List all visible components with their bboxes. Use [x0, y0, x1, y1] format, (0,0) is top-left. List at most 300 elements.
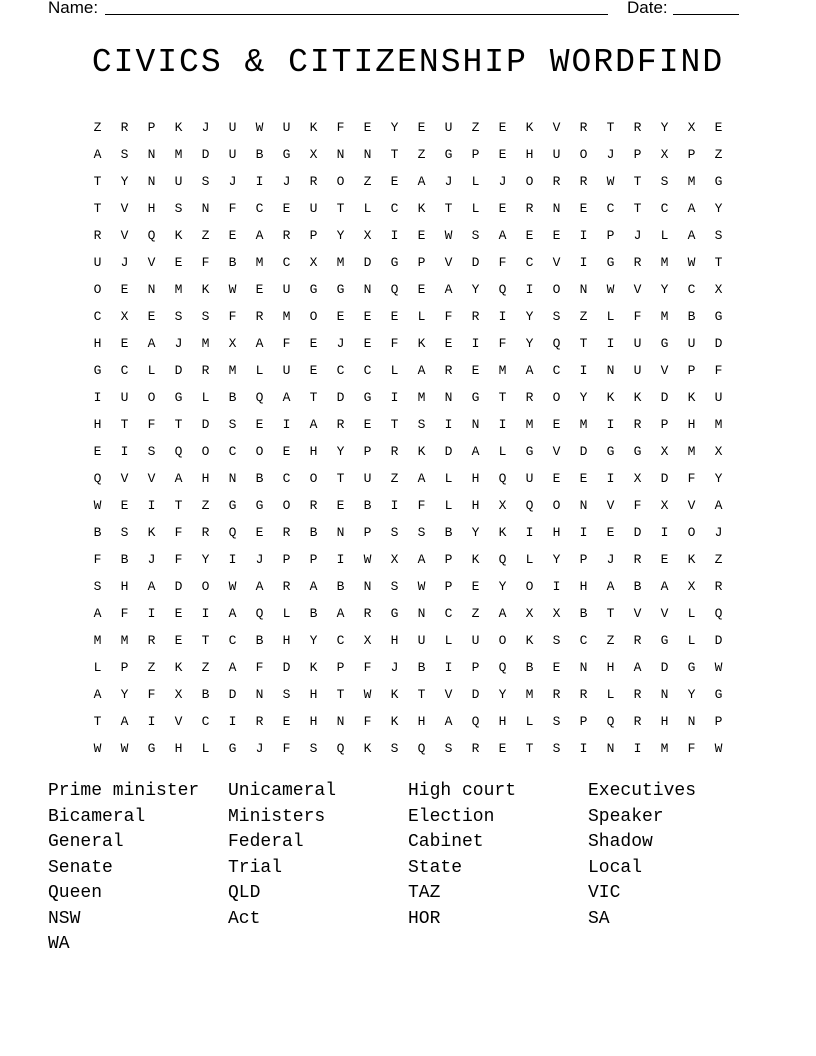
grid-letter: A	[606, 579, 615, 594]
grid-letter: C	[444, 606, 453, 621]
grid-letter: G	[525, 444, 534, 459]
grid-letter: D	[228, 687, 237, 702]
grid-letter: P	[633, 147, 642, 162]
grid-letter: B	[201, 687, 210, 702]
grid-letter: C	[552, 363, 561, 378]
grid-letter: T	[174, 498, 183, 513]
grid-letter: Y	[498, 687, 507, 702]
grid-letter: T	[633, 174, 642, 189]
grid-letter: E	[498, 147, 507, 162]
grid-letter: H	[525, 147, 534, 162]
grid-letter: W	[228, 282, 237, 297]
grid-letter: I	[201, 606, 210, 621]
grid-letter: Q	[498, 282, 507, 297]
grid-letter: G	[363, 390, 372, 405]
grid-letter: I	[633, 741, 642, 756]
grid-letter: N	[147, 174, 156, 189]
grid-letter: I	[147, 714, 156, 729]
grid-letter: P	[363, 444, 372, 459]
grid-letter: P	[714, 714, 723, 729]
grid-letter: D	[660, 660, 669, 675]
grid-letter: F	[390, 336, 399, 351]
grid-letter: E	[471, 363, 480, 378]
grid-letter: N	[147, 282, 156, 297]
grid-letter: D	[174, 363, 183, 378]
grid-letter: R	[471, 741, 480, 756]
grid-letter: M	[417, 390, 426, 405]
grid-letter: D	[471, 687, 480, 702]
grid-letter: N	[417, 606, 426, 621]
grid-letter: L	[471, 201, 480, 216]
grid-letter: I	[579, 255, 588, 270]
grid-letter: R	[579, 687, 588, 702]
grid-letter: A	[417, 363, 426, 378]
grid-letter: I	[228, 552, 237, 567]
grid-letter: C	[363, 363, 372, 378]
grid-letter: T	[606, 606, 615, 621]
grid-letter: E	[579, 201, 588, 216]
grid-letter: T	[93, 714, 102, 729]
name-label: Name:	[48, 0, 99, 17]
grid-letter: X	[660, 147, 669, 162]
grid-letter: I	[579, 741, 588, 756]
grid-letter: R	[552, 174, 561, 189]
grid-letter: G	[390, 606, 399, 621]
grid-letter: O	[687, 525, 696, 540]
grid-letter: S	[390, 525, 399, 540]
grid-letter: E	[120, 336, 129, 351]
grid-letter: C	[336, 363, 345, 378]
grid-letter: R	[579, 174, 588, 189]
word-list-item: Unicameral	[228, 781, 337, 801]
grid-letter: L	[444, 471, 453, 486]
grid-letter: O	[309, 471, 318, 486]
word-list-item: Executives	[588, 781, 697, 801]
grid-letter: X	[714, 282, 723, 297]
grid-letter: F	[147, 417, 156, 432]
word-list-item: SA	[588, 908, 610, 929]
grid-letter: E	[417, 120, 426, 135]
grid-letter: T	[444, 201, 453, 216]
grid-letter: E	[93, 444, 102, 459]
date-blank-line	[673, 14, 739, 15]
grid-letter: W	[606, 174, 615, 189]
grid-letter: K	[471, 552, 480, 567]
grid-letter: D	[714, 633, 723, 648]
grid-letter: F	[498, 255, 507, 270]
grid-letter: P	[471, 660, 480, 675]
grid-letter: R	[336, 417, 345, 432]
grid-letter: O	[552, 390, 561, 405]
grid-letter: B	[120, 552, 129, 567]
grid-letter: Z	[417, 147, 426, 162]
grid-letter: L	[444, 633, 453, 648]
grid-letter: Z	[93, 120, 102, 135]
grid-letter: H	[282, 633, 291, 648]
grid-letter: E	[552, 417, 561, 432]
grid-letter: G	[336, 282, 345, 297]
grid-letter: F	[363, 660, 372, 675]
grid-letter: H	[660, 714, 669, 729]
grid-letter: K	[417, 336, 426, 351]
grid-letter: K	[390, 714, 399, 729]
grid-letter: G	[687, 660, 696, 675]
grid-letter: N	[228, 471, 237, 486]
grid-letter: R	[633, 552, 642, 567]
grid-letter: B	[93, 525, 102, 540]
grid-letter: B	[228, 390, 237, 405]
grid-letter: V	[633, 606, 642, 621]
grid-letter: E	[660, 552, 669, 567]
grid-letter: K	[417, 444, 426, 459]
grid-letter: I	[552, 579, 561, 594]
grid-letter: A	[714, 498, 723, 513]
grid-letter: L	[687, 633, 696, 648]
grid-letter: X	[120, 309, 129, 324]
grid-letter: G	[228, 498, 237, 513]
grid-letter: B	[228, 255, 237, 270]
word-list-item: Prime minister	[48, 781, 200, 801]
grid-letter: A	[309, 579, 318, 594]
grid-letter: J	[282, 174, 291, 189]
grid-letter: S	[390, 741, 399, 756]
grid-letter: S	[552, 633, 561, 648]
grid-letter: B	[633, 579, 642, 594]
grid-letter: G	[633, 444, 642, 459]
grid-letter: H	[390, 633, 399, 648]
grid-letter: A	[633, 660, 642, 675]
grid-letter: N	[444, 390, 453, 405]
grid-letter: L	[498, 444, 507, 459]
grid-letter: W	[714, 660, 723, 675]
grid-letter: V	[552, 120, 561, 135]
grid-letter: L	[363, 201, 372, 216]
grid-letter: K	[525, 633, 534, 648]
grid-letter: I	[579, 525, 588, 540]
grid-letter: Q	[417, 741, 426, 756]
grid-letter: Y	[120, 687, 129, 702]
grid-letter: H	[174, 741, 183, 756]
grid-letter: S	[417, 525, 426, 540]
grid-letter: O	[201, 579, 210, 594]
grid-letter: D	[174, 579, 183, 594]
grid-letter: X	[228, 336, 237, 351]
grid-letter: I	[390, 390, 399, 405]
grid-letter: W	[363, 687, 372, 702]
grid-letter: Y	[579, 390, 588, 405]
grid-letter: V	[606, 498, 615, 513]
grid-letter: I	[606, 336, 615, 351]
grid-letter: K	[498, 525, 507, 540]
grid-letter: Q	[255, 606, 264, 621]
grid-letter: A	[228, 660, 237, 675]
grid-letter: O	[147, 390, 156, 405]
word-list-item: NSW	[48, 908, 81, 929]
grid-letter: X	[660, 444, 669, 459]
grid-letter: S	[660, 174, 669, 189]
grid-letter: S	[471, 228, 480, 243]
word-list-item: VIC	[588, 883, 621, 903]
word-list-item: Speaker	[588, 806, 664, 827]
grid-letter: E	[444, 336, 453, 351]
grid-letter: R	[363, 606, 372, 621]
grid-letter: O	[93, 282, 102, 297]
grid-letter: D	[444, 444, 453, 459]
grid-letter: A	[147, 579, 156, 594]
grid-letter: Y	[660, 120, 669, 135]
grid-letter: T	[201, 633, 210, 648]
grid-letter: E	[255, 525, 264, 540]
grid-letter: X	[660, 498, 669, 513]
grid-letter: T	[336, 471, 345, 486]
grid-letter: F	[714, 363, 723, 378]
grid-letter: D	[471, 255, 480, 270]
grid-letter: P	[309, 228, 318, 243]
grid-letter: G	[93, 363, 102, 378]
grid-letter: U	[309, 201, 318, 216]
grid-letter: U	[444, 120, 453, 135]
grid-letter: J	[606, 552, 615, 567]
grid-letter: N	[147, 147, 156, 162]
grid-letter: D	[714, 336, 723, 351]
grid-letter: G	[255, 498, 264, 513]
grid-letter: Z	[579, 309, 588, 324]
grid-letter: P	[606, 228, 615, 243]
grid-letter: G	[660, 336, 669, 351]
name-blank-line	[105, 14, 608, 15]
grid-letter: P	[282, 552, 291, 567]
grid-letter: Q	[174, 444, 183, 459]
grid-letter: I	[579, 363, 588, 378]
grid-letter: T	[525, 741, 534, 756]
grid-letter: D	[201, 147, 210, 162]
grid-letter: J	[498, 174, 507, 189]
grid-letter: H	[579, 579, 588, 594]
grid-letter: C	[606, 201, 615, 216]
grid-letter: I	[147, 606, 156, 621]
grid-letter: H	[309, 444, 318, 459]
grid-letter: D	[201, 417, 210, 432]
grid-letter: R	[255, 309, 264, 324]
grid-letter: M	[174, 282, 183, 297]
grid-letter: M	[579, 417, 588, 432]
grid-letter: Q	[471, 714, 480, 729]
word-list-item: Shadow	[588, 832, 653, 852]
grid-letter: P	[444, 579, 453, 594]
grid-letter: C	[93, 309, 102, 324]
grid-letter: E	[525, 228, 534, 243]
grid-letter: R	[282, 228, 291, 243]
grid-letter: F	[228, 309, 237, 324]
grid-letter: Z	[201, 228, 210, 243]
grid-letter: L	[660, 228, 669, 243]
grid-letter: Y	[471, 525, 480, 540]
grid-letter: E	[390, 174, 399, 189]
grid-letter: Y	[687, 687, 696, 702]
grid-letter: X	[687, 120, 696, 135]
grid-letter: N	[579, 660, 588, 675]
grid-letter: C	[120, 363, 129, 378]
grid-letter: T	[579, 336, 588, 351]
grid-letter: B	[525, 660, 534, 675]
grid-letter: P	[660, 417, 669, 432]
grid-letter: E	[255, 417, 264, 432]
page-title: CIVICS & CITIZENSHIP WORDFIND	[91, 44, 725, 81]
grid-letter: F	[498, 336, 507, 351]
grid-letter: I	[579, 228, 588, 243]
grid-letter: O	[309, 309, 318, 324]
grid-letter: J	[174, 336, 183, 351]
word-list-item: Ministers	[228, 806, 326, 827]
word-list-item: Election	[408, 806, 495, 827]
grid-letter: Q	[498, 660, 507, 675]
grid-letter: D	[579, 444, 588, 459]
grid-letter: U	[174, 174, 183, 189]
grid-letter: E	[363, 309, 372, 324]
grid-letter: L	[201, 390, 210, 405]
word-list-item: Cabinet	[408, 832, 484, 852]
grid-letter: I	[228, 714, 237, 729]
grid-letter: G	[282, 147, 291, 162]
grid-letter: F	[687, 741, 696, 756]
grid-letter: G	[606, 444, 615, 459]
word-list-item: General	[48, 832, 124, 852]
grid-letter: M	[525, 417, 534, 432]
grid-letter: Z	[606, 633, 615, 648]
grid-letter: F	[336, 120, 345, 135]
grid-letter: J	[633, 228, 642, 243]
grid-letter: V	[120, 471, 129, 486]
grid-letter: X	[390, 552, 399, 567]
grid-letter: V	[633, 282, 642, 297]
grid-letter: U	[633, 363, 642, 378]
grid-letter: H	[309, 714, 318, 729]
grid-letter: E	[282, 444, 291, 459]
grid-letter: I	[498, 309, 507, 324]
grid-letter: U	[525, 471, 534, 486]
grid-letter: Y	[309, 633, 318, 648]
grid-letter: Y	[471, 282, 480, 297]
grid-letter: K	[633, 390, 642, 405]
grid-letter: N	[552, 201, 561, 216]
grid-letter: F	[282, 741, 291, 756]
grid-letter: Q	[228, 525, 237, 540]
grid-letter: X	[633, 471, 642, 486]
grid-letter: F	[174, 552, 183, 567]
grid-letter: L	[282, 606, 291, 621]
grid-letter: R	[633, 417, 642, 432]
grid-letter: K	[525, 120, 534, 135]
grid-letter: R	[633, 120, 642, 135]
grid-letter: E	[120, 282, 129, 297]
grid-letter: R	[525, 201, 534, 216]
grid-letter: M	[120, 633, 129, 648]
grid-letter: F	[444, 309, 453, 324]
grid-letter: A	[255, 579, 264, 594]
grid-letter: T	[633, 201, 642, 216]
grid-letter: F	[228, 201, 237, 216]
grid-letter: W	[714, 741, 723, 756]
grid-letter: M	[660, 309, 669, 324]
grid-letter: P	[120, 660, 129, 675]
grid-letter: D	[282, 660, 291, 675]
grid-letter: U	[417, 633, 426, 648]
grid-letter: A	[498, 228, 507, 243]
grid-letter: R	[444, 363, 453, 378]
grid-letter: W	[687, 255, 696, 270]
grid-letter: B	[363, 498, 372, 513]
word-list	[48, 781, 768, 960]
grid-letter: P	[417, 255, 426, 270]
grid-letter: S	[201, 309, 210, 324]
grid-letter: A	[660, 579, 669, 594]
grid-letter: I	[444, 417, 453, 432]
grid-letter: H	[687, 417, 696, 432]
grid-letter: R	[714, 579, 723, 594]
grid-letter: H	[471, 471, 480, 486]
grid-letter: O	[498, 633, 507, 648]
grid-letter: E	[336, 498, 345, 513]
grid-letter: U	[552, 147, 561, 162]
grid-letter: C	[336, 633, 345, 648]
grid-letter: W	[93, 498, 102, 513]
grid-letter: Z	[390, 471, 399, 486]
grid-letter: F	[147, 687, 156, 702]
grid-letter: P	[309, 552, 318, 567]
grid-letter: M	[660, 741, 669, 756]
grid-letter: O	[336, 174, 345, 189]
grid-letter: A	[444, 714, 453, 729]
grid-letter: R	[633, 633, 642, 648]
grid-letter: Q	[255, 390, 264, 405]
grid-letter: C	[660, 201, 669, 216]
grid-letter: Y	[714, 201, 723, 216]
grid-letter: N	[363, 579, 372, 594]
grid-letter: E	[471, 579, 480, 594]
grid-letter: U	[93, 255, 102, 270]
grid-letter: Z	[471, 606, 480, 621]
grid-letter: J	[255, 741, 264, 756]
grid-letter: D	[336, 390, 345, 405]
grid-letter: E	[498, 120, 507, 135]
grid-letter: J	[444, 174, 453, 189]
grid-letter: G	[228, 741, 237, 756]
grid-letter: I	[606, 417, 615, 432]
grid-letter: A	[228, 606, 237, 621]
grid-letter: R	[93, 228, 102, 243]
word-list-item: WA	[48, 934, 70, 954]
grid-letter: R	[147, 633, 156, 648]
grid-letter: E	[255, 282, 264, 297]
grid-letter: X	[552, 606, 561, 621]
grid-letter: T	[498, 390, 507, 405]
grid-letter: A	[255, 228, 264, 243]
grid-letter: F	[120, 606, 129, 621]
grid-letter: K	[174, 228, 183, 243]
grid-letter: R	[201, 525, 210, 540]
grid-letter: C	[228, 444, 237, 459]
grid-letter: A	[93, 687, 102, 702]
grid-letter: N	[255, 687, 264, 702]
grid-letter: J	[147, 552, 156, 567]
grid-letter: M	[336, 255, 345, 270]
grid-letter: L	[417, 309, 426, 324]
grid-letter: U	[228, 147, 237, 162]
grid-letter: V	[174, 714, 183, 729]
grid-letter: R	[633, 714, 642, 729]
grid-letter: C	[525, 255, 534, 270]
word-list-item: TAZ	[408, 883, 441, 903]
